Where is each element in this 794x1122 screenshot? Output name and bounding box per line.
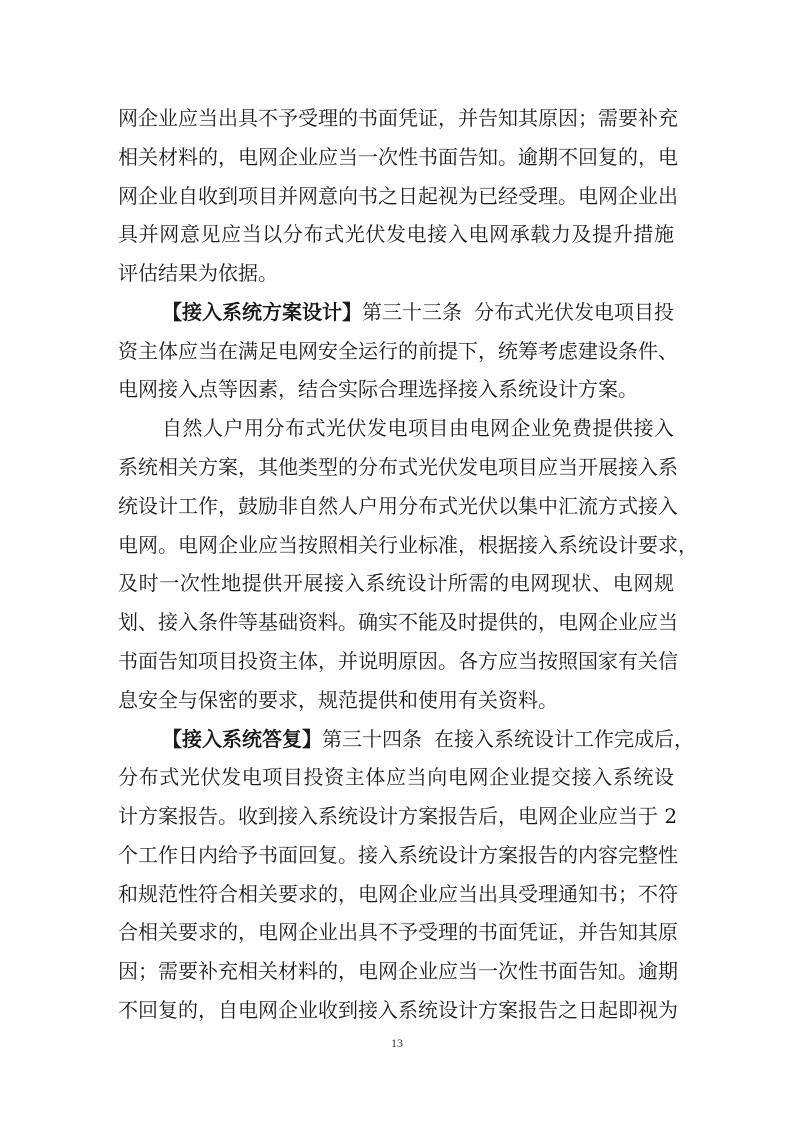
text-line: 不回复的，自电网企业收到接入系统设计方案报告之日起即视为 [118,998,678,1022]
text-line: 自然人户用分布式光伏发电项目由电网企业免费提供接入 [162,416,674,440]
text-line: 划、接入条件等基础资料。确实不能及时提供的，电网企业应当 [118,610,678,634]
text-line: 资主体应当在满足电网安全运行的前提下，统筹考虑建设条件、 [118,339,678,363]
text-line: 和规范性符合相关要求的，电网企业应当出具受理通知书；不符 [118,882,678,906]
text-line: 相关材料的，电网企业应当一次性书面告知。逾期不回复的，电 [118,145,678,169]
text-line: 及时一次性地提供开展接入系统设计所需的电网现状、电网规 [118,571,674,595]
text-line: 评估结果为依据。 [118,261,278,285]
text-line: 网企业应当出具不予受理的书面凭证，并告知其原因；需要补充 [118,106,678,130]
text-line: 具并网意见应当以分布式光伏发电接入电网承载力及提升措施 [118,222,674,246]
text-line: 合相关要求的，电网企业出具不予受理的书面凭证，并告知其原 [118,920,678,944]
text-line: 统设计工作，鼓励非自然人户用分布式光伏以集中汇流方式接入 [118,494,678,518]
article-33-first-line [162,292,674,332]
text-segment: 分布式光伏发电项目投 [474,300,674,324]
text-line: 电网。电网企业应当按照相关行业标准，根据接入系统设计要求， [118,533,698,557]
text-line: 因；需要补充相关材料的，电网企业应当一次性书面告知。逾期 [118,959,678,983]
text-line: 网企业自收到项目并网意向书之日起视为已经受理。电网企业出 [118,184,678,208]
article-number: 第三十三条 [362,300,462,324]
section-heading: 【接入系统方案设计】 [162,300,362,324]
text-line: 分布式光伏发电项目投资主体应当向电网企业提交接入系统设 [118,765,674,789]
text-line: 书面告知项目投资主体，并说明原因。各方应当按照国家有关信 [118,649,678,673]
text-segment: 在接入系统设计工作完成后， [434,727,694,751]
text-line: 个工作日内给予书面回复。接入系统设计方案报告的内容完整性 [118,843,678,867]
article-34-first-line [162,719,694,759]
text-line: 电网接入点等因素，结合实际合理选择接入系统设计方案。 [118,377,638,401]
section-heading: 【接入系统答复】 [162,727,322,751]
text-line: 息安全与保密的要求，规范提供和使用有关资料。 [118,688,558,712]
text-line: 计方案报告。收到接入系统设计方案报告后，电网企业应当于 2 [118,804,678,828]
text-line: 系统相关方案，其他类型的分布式光伏发电项目应当开展接入系 [118,455,678,479]
article-number: 第三十四条 [322,727,422,751]
page-number: 13 [391,1036,403,1050]
